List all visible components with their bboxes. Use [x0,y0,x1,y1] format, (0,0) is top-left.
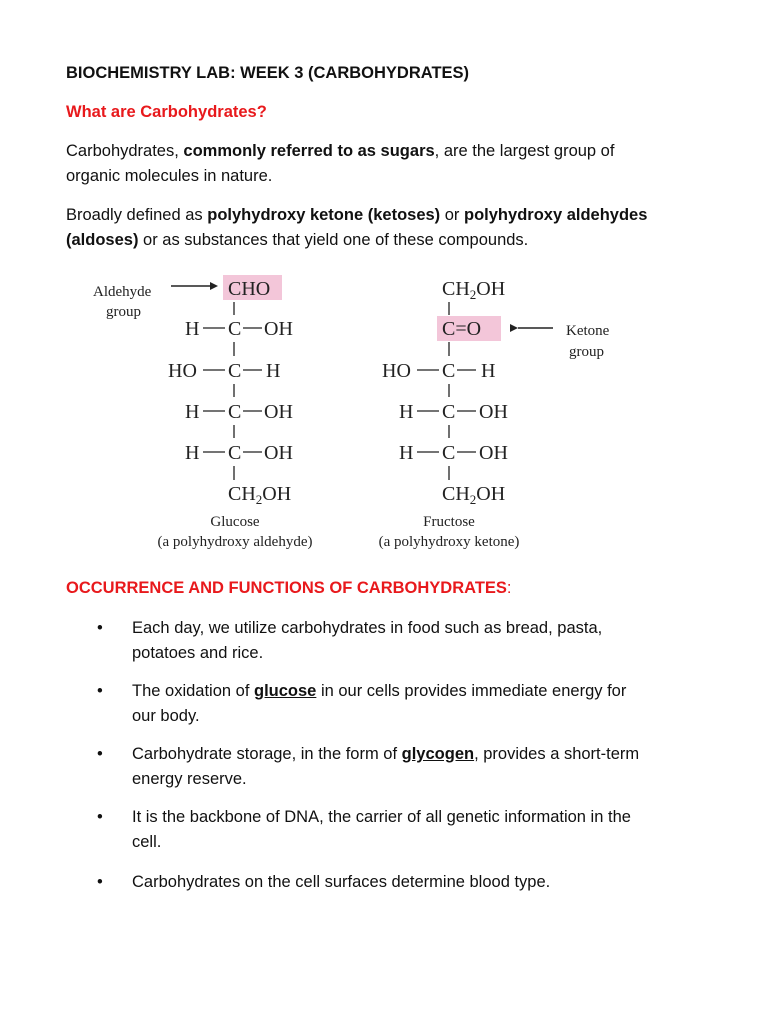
glucose-arrow-icon [210,282,218,290]
fructose-row1-right: H [481,360,496,382]
list-item-text [132,805,722,855]
glucose-row4-right: OH [264,442,293,464]
glucose-row3-right: OH [264,401,293,423]
fructose-row1-center: C [442,360,456,382]
glucose-row2-left: HO [168,360,197,382]
bullet-line: It is the backbone of DNA, the carrier of all genetic information in the [132,808,631,826]
bullet-icon: • [97,873,103,891]
para1-pre: Carbohydrates, [66,142,184,160]
fructose-arrow-icon [510,324,518,332]
fructose-row2-center: C [442,401,456,423]
list-item-text [132,616,722,666]
glucose-keyword: glucose [254,682,317,700]
bullet-line: cell. [132,833,162,851]
glucose-row3-center: C [228,401,242,423]
bullet-icon: • [97,745,103,763]
fructose-row2-left: H [399,401,414,423]
para2-ketoses: polyhydroxy ketone (ketoses) [207,206,441,224]
section-heading [66,576,512,601]
fructose-row3-left: H [399,442,414,464]
fructose-annotation-label-1: Ketone [566,323,610,339]
fructose-row1-left: HO [382,360,411,382]
para2-pre: Broadly defined as [66,206,208,224]
document-heading: BIOCHEMISTRY LAB: WEEK 3 (CARBOHYDRATES) [66,64,470,82]
section-title: OCCURRENCE AND FUNCTIONS OF CARBOHYDRATES [66,579,507,597]
glucose-row4-center: C [228,442,242,464]
glucose-row1-left: H [185,318,200,340]
bullet-icon: • [97,682,103,700]
para2-mid: or [440,206,465,224]
bullet-line: Carbohydrates on the cell surfaces determine blood type. [132,873,551,891]
glucose-row2-right: H [266,360,281,382]
fructose-description: (a polyhydroxy ketone) [378,534,520,550]
fructose-annotation-label-2: group [569,344,604,360]
para2-aldoses: (aldoses) [66,231,139,249]
glucose-row2-center: C [228,360,242,382]
list-item-text [132,679,722,729]
bullet-text: in our cells provides immediate energy for [316,682,627,700]
bullet-text: , provides a short-term [474,745,640,763]
para1-line2: organic molecules in nature. [66,167,273,185]
fructose-name: Fructose [423,514,475,530]
bullet-icon: • [97,619,103,637]
fructose-carbonyl: C=O [442,318,482,340]
glucose-row1-right: OH [264,318,293,340]
fructose-row3-right: OH [479,442,508,464]
para1-post: , are the largest group of [434,142,615,160]
para1-bold: commonly referred to as sugars [183,142,435,160]
bullet-text: Carbohydrate storage, in the form of [132,745,402,763]
list-item-text [132,742,722,792]
glucose-top-group: CHO [228,278,271,300]
glucose-row3-left: H [185,401,200,423]
bullet-line: Each day, we utilize carbohydrates in food such as bread, pasta, [132,619,603,637]
glucose-annotation-label-1: Aldehyde [93,284,152,300]
bullet-line: our body. [132,707,200,725]
glucose-row1-center: C [228,318,242,340]
glucose-bottom-group: $CH_2OH$ [228,483,292,507]
para2-aldehydes: polyhydroxy aldehydes [464,206,648,224]
bullet-icon: • [97,808,103,826]
fructose-row2-right: OH [479,401,508,423]
fructose-row3-center: C [442,442,456,464]
list-item-text [132,870,722,895]
para2-post: or as substances that yield one of these compounds. [138,231,529,249]
fructose-bottom-group: $CH_2OH$ [442,483,506,507]
bullet-line: potatoes and rice. [132,644,264,662]
section-colon: : [506,579,512,597]
bullet-line: energy reserve. [132,770,247,788]
glucose-row4-left: H [185,442,200,464]
bullet-text: The oxidation of [132,682,254,700]
fructose-top-group: $CH_2OH$ [442,278,506,302]
glucose-description: (a polyhydroxy aldehyde) [157,534,313,550]
glycogen-keyword: glycogen [401,745,475,763]
glucose-name: Glucose [210,514,260,530]
question-heading: What are Carbohydrates? [66,103,267,121]
glucose-annotation-label-2: group [106,304,141,320]
